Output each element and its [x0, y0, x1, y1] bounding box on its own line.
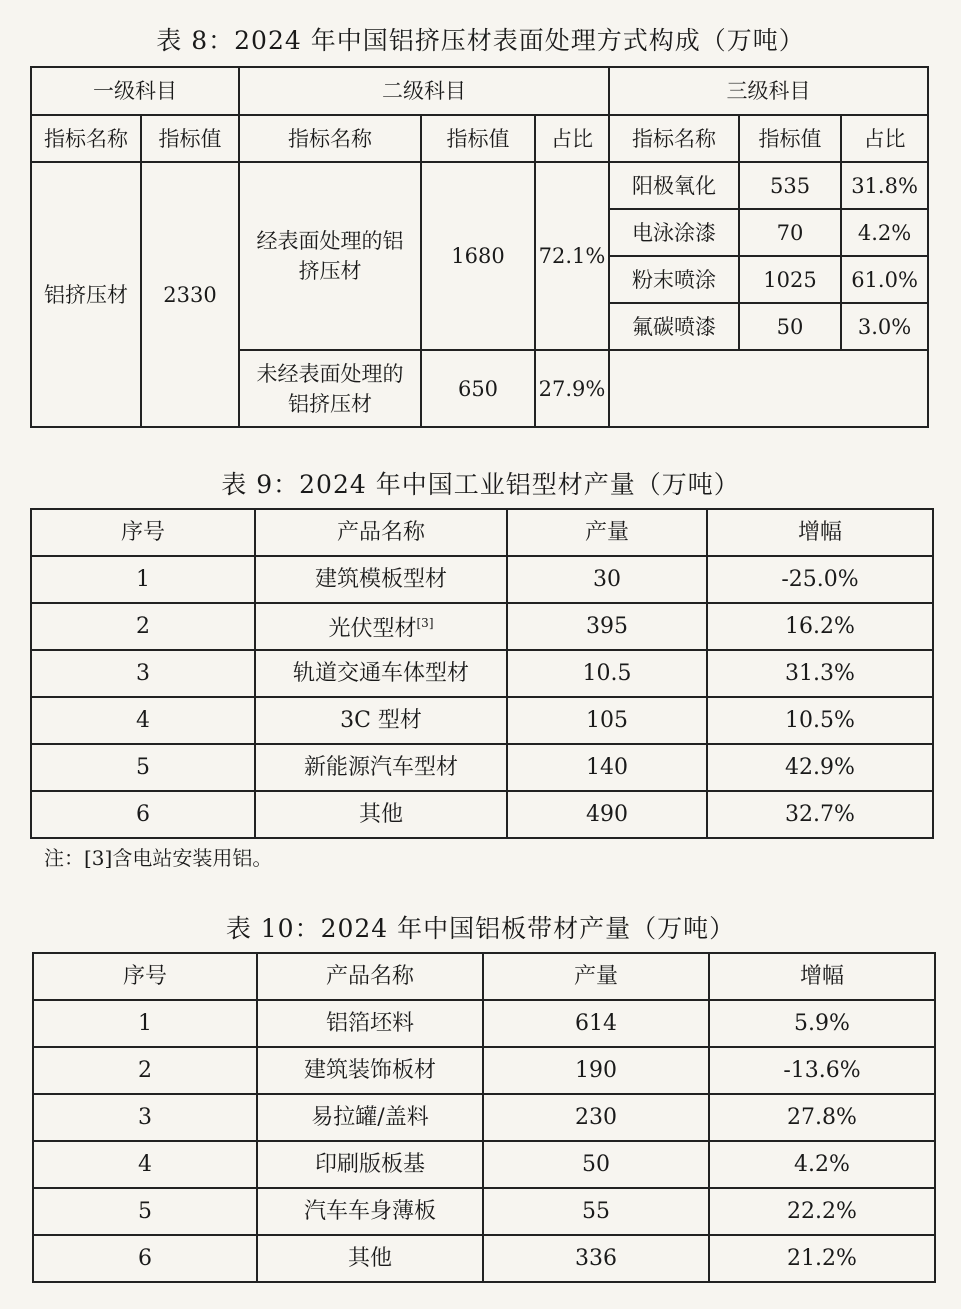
row-growth: 27.8% — [709, 1094, 935, 1141]
level3-name: 阳极氧化 — [609, 162, 739, 209]
row-output: 50 — [483, 1141, 709, 1188]
table8 — [30, 66, 929, 428]
row-growth: 21.2% — [709, 1235, 935, 1282]
row-growth: 16.2% — [707, 603, 933, 650]
header-level2: 二级科目 — [239, 67, 609, 115]
row-growth: 42.9% — [707, 744, 933, 791]
row-output: 190 — [483, 1047, 709, 1094]
header-growth: 增幅 — [707, 509, 933, 556]
level2-untreated-name: 未经表面处理的铝挤压材 — [239, 350, 421, 427]
header-product: 产品名称 — [255, 509, 507, 556]
row-product: 汽车车身薄板 — [257, 1188, 483, 1235]
subheader-l3-share: 占比 — [841, 115, 928, 162]
subheader-l3-name: 指标名称 — [609, 115, 739, 162]
subheader-l1-value: 指标值 — [141, 115, 239, 162]
row-growth: 32.7% — [707, 791, 933, 838]
table10 — [32, 952, 936, 1283]
row-product: 新能源汽车型材 — [255, 744, 507, 791]
row-no: 5 — [31, 744, 255, 791]
table9 — [30, 508, 934, 839]
header-no: 序号 — [31, 509, 255, 556]
row-growth: 4.2% — [709, 1141, 935, 1188]
table9-title: 表 9：2024 年中国工业铝型材产量（万吨） — [221, 470, 740, 499]
header-output: 产量 — [507, 509, 707, 556]
level3-value: 1025 — [739, 256, 841, 303]
subheader-l2-value: 指标值 — [421, 115, 535, 162]
row-product: 印刷版板基 — [257, 1141, 483, 1188]
row-output: 614 — [483, 1000, 709, 1047]
level1-name: 铝挤压材 — [31, 162, 141, 427]
row-no: 6 — [31, 791, 255, 838]
row-no: 2 — [33, 1047, 257, 1094]
row-output: 30 — [507, 556, 707, 603]
row-output: 105 — [507, 697, 707, 744]
level3-value: 535 — [739, 162, 841, 209]
footnote-ref: [3] — [416, 616, 434, 631]
subheader-l2-name: 指标名称 — [239, 115, 421, 162]
row-no: 6 — [33, 1235, 257, 1282]
header-growth: 增幅 — [709, 953, 935, 1000]
subheader-l3-value: 指标值 — [739, 115, 841, 162]
header-level3: 三级科目 — [609, 67, 928, 115]
table9-note: 注：[3]含电站安装用铝。 — [44, 846, 273, 870]
level3-share: 31.8% — [841, 162, 928, 209]
row-output: 140 — [507, 744, 707, 791]
row-output: 55 — [483, 1188, 709, 1235]
row-growth: 5.9% — [709, 1000, 935, 1047]
header-level1: 一级科目 — [31, 67, 239, 115]
row-product: 易拉罐/盖料 — [257, 1094, 483, 1141]
level1-value: 2330 — [141, 162, 239, 427]
row-no: 3 — [31, 650, 255, 697]
row-product: 建筑模板型材 — [255, 556, 507, 603]
row-output: 490 — [507, 791, 707, 838]
row-no: 4 — [31, 697, 255, 744]
level3-name: 氟碳喷漆 — [609, 303, 739, 350]
table8-title: 表 8：2024 年中国铝挤压材表面处理方式构成（万吨） — [156, 26, 805, 55]
row-growth: -25.0% — [707, 556, 933, 603]
subheader-l2-share: 占比 — [535, 115, 609, 162]
level3-value: 50 — [739, 303, 841, 350]
row-no: 1 — [31, 556, 255, 603]
level3-share: 3.0% — [841, 303, 928, 350]
level3-name: 电泳涂漆 — [609, 209, 739, 256]
row-output: 395 — [507, 603, 707, 650]
level2-treated-name: 经表面处理的铝挤压材 — [239, 162, 421, 350]
row-product — [255, 603, 507, 650]
row-product: 其他 — [257, 1235, 483, 1282]
row-growth: 10.5% — [707, 697, 933, 744]
level3-share: 61.0% — [841, 256, 928, 303]
row-product: 铝箔坯料 — [257, 1000, 483, 1047]
row-no: 5 — [33, 1188, 257, 1235]
level3-share: 4.2% — [841, 209, 928, 256]
row-product: 建筑装饰板材 — [257, 1047, 483, 1094]
row-no: 4 — [33, 1141, 257, 1188]
table10-title: 表 10：2024 年中国铝板带材产量（万吨） — [225, 914, 736, 943]
empty-cell — [609, 350, 928, 427]
row-output: 10.5 — [507, 650, 707, 697]
subheader-l1-name: 指标名称 — [31, 115, 141, 162]
row-growth: -13.6% — [709, 1047, 935, 1094]
row-product: 其他 — [255, 791, 507, 838]
row-no: 3 — [33, 1094, 257, 1141]
row-no: 1 — [33, 1000, 257, 1047]
row-product: 轨道交通车体型材 — [255, 650, 507, 697]
row-no: 2 — [31, 603, 255, 650]
header-no: 序号 — [33, 953, 257, 1000]
level2-treated-value: 1680 — [421, 162, 535, 350]
level2-treated-share: 72.1% — [535, 162, 609, 350]
header-output: 产量 — [483, 953, 709, 1000]
level3-value: 70 — [739, 209, 841, 256]
level3-name: 粉末喷涂 — [609, 256, 739, 303]
row-output: 230 — [483, 1094, 709, 1141]
row-product: 3C 型材 — [255, 697, 507, 744]
product-name: 光伏型材 — [328, 616, 417, 642]
row-growth: 31.3% — [707, 650, 933, 697]
level2-untreated-share: 27.9% — [535, 350, 609, 427]
row-output: 336 — [483, 1235, 709, 1282]
row-growth: 22.2% — [709, 1188, 935, 1235]
header-product: 产品名称 — [257, 953, 483, 1000]
level2-untreated-value: 650 — [421, 350, 535, 427]
